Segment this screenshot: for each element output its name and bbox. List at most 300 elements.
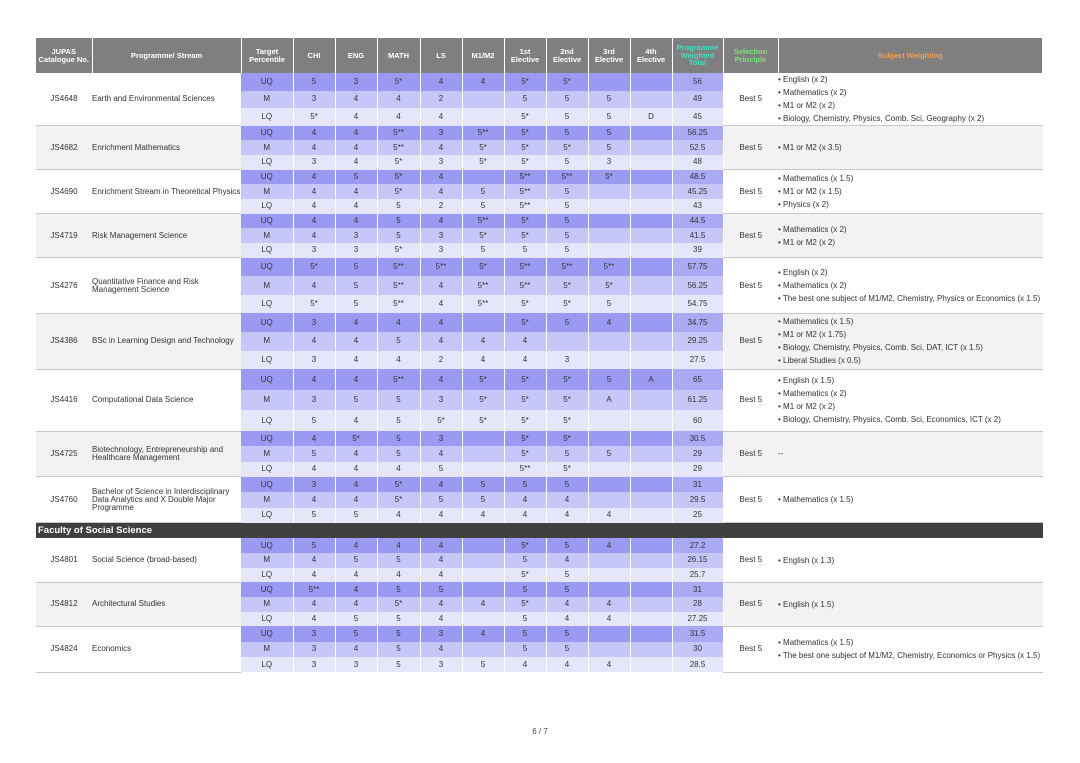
selection-principle: Best 5: [723, 477, 778, 523]
selection-principle: Best 5: [723, 73, 778, 126]
score-cell: [588, 214, 630, 229]
weighting-item: • The best one subject of M1/M2, Chemistry, Economics or Physics (x 1.5): [778, 651, 1041, 661]
subject-weighting: [778, 477, 1043, 523]
weighting-item: • Mathematics (x 1.5): [778, 638, 854, 648]
score-cell: 5*: [377, 477, 420, 492]
target-percentile: UQ: [241, 538, 293, 553]
score-cell: 4: [588, 612, 630, 627]
target-percentile: M: [241, 228, 293, 243]
target-percentile: UQ: [241, 170, 293, 185]
score-cell: 3: [293, 313, 335, 332]
score-cell: [588, 243, 630, 258]
score-cell: 5**: [377, 295, 420, 314]
score-cell: 5*: [504, 431, 546, 446]
weighting-item: • English (x 1.3): [778, 555, 835, 565]
score-cell: 4: [420, 538, 462, 553]
score-cell: 3: [293, 155, 335, 170]
target-percentile: LQ: [241, 568, 293, 583]
weighting-item: • Liberal Studies (x 0.5): [778, 356, 861, 366]
table-row: [36, 477, 1043, 492]
table-row: [36, 126, 1043, 141]
selection-principle: Best 5: [723, 258, 778, 314]
score-cell: [630, 462, 672, 477]
score-cell: 4: [293, 199, 335, 214]
score-cell: 5: [504, 642, 546, 657]
score-cell: [588, 477, 630, 492]
score-cell: 5: [377, 390, 420, 411]
score-cell: [462, 431, 504, 446]
score-cell: [462, 582, 504, 597]
score-cell: [462, 642, 504, 657]
score-cell: 4: [420, 597, 462, 612]
score-cell: [546, 332, 588, 351]
score-cell: 3: [293, 642, 335, 657]
weighted-total: 31.5: [672, 626, 723, 641]
catalogue-number: JS4801: [36, 538, 92, 582]
score-cell: 4: [504, 492, 546, 507]
weighting-item: • Biology, Chemistry, Physics, Comb. Sci, Economics, ICT (x 2): [778, 415, 1001, 425]
programme-group: [36, 431, 1043, 477]
score-cell: 5*: [546, 390, 588, 411]
score-cell: 5*: [504, 313, 546, 332]
target-percentile: UQ: [241, 582, 293, 597]
programme-group: [36, 582, 1043, 626]
weighted-total: 45.25: [672, 184, 723, 199]
score-cell: 5*: [504, 369, 546, 390]
target-percentile: LQ: [241, 351, 293, 370]
score-cell: 3: [546, 351, 588, 370]
score-cell: 4: [293, 431, 335, 446]
programme-name: Risk Management Science: [92, 214, 241, 258]
score-cell: 5: [546, 243, 588, 258]
weighted-total: 43: [672, 199, 723, 214]
score-cell: [630, 431, 672, 446]
score-cell: 3: [420, 626, 462, 641]
weighted-total: 48.5: [672, 170, 723, 185]
score-cell: 5*: [504, 214, 546, 229]
score-cell: 3: [293, 477, 335, 492]
score-cell: 5*: [546, 462, 588, 477]
score-cell: 5*: [504, 295, 546, 314]
score-cell: 5*: [504, 228, 546, 243]
score-cell: 5*: [504, 597, 546, 612]
score-cell: [630, 313, 672, 332]
score-cell: [630, 126, 672, 141]
score-cell: 4: [588, 657, 630, 672]
score-cell: 4: [293, 462, 335, 477]
score-cell: 5*: [546, 410, 588, 431]
weighting-item: • M1 or M2 (x 2): [778, 101, 836, 110]
score-cell: 4: [293, 140, 335, 155]
score-cell: 5*: [546, 276, 588, 295]
target-percentile: M: [241, 553, 293, 568]
score-cell: [588, 568, 630, 583]
target-percentile: LQ: [241, 508, 293, 523]
target-percentile: M: [241, 642, 293, 657]
score-cell: 4: [546, 597, 588, 612]
score-cell: 4: [377, 508, 420, 523]
score-cell: 4: [504, 508, 546, 523]
score-cell: 5: [377, 657, 420, 672]
programme-group: [36, 538, 1043, 582]
score-cell: [630, 657, 672, 672]
score-cell: 4: [293, 369, 335, 390]
score-cell: 5: [462, 199, 504, 214]
score-cell: 4: [293, 492, 335, 507]
score-cell: 3: [293, 243, 335, 258]
weighting-item: • M1 or M2 (x 1.5): [778, 187, 842, 197]
weighted-total: 48: [672, 155, 723, 170]
score-cell: 4: [420, 642, 462, 657]
score-cell: 5: [504, 91, 546, 109]
selection-principle: Best 5: [723, 126, 778, 170]
weighted-total: 41.5: [672, 228, 723, 243]
weighted-total: 28: [672, 597, 723, 612]
programme-name: Enrichment Stream in Theoretical Physics: [92, 170, 241, 214]
score-cell: 5: [377, 626, 420, 641]
score-cell: 5: [588, 369, 630, 390]
score-cell: 4: [420, 612, 462, 627]
subject-weighting: [778, 369, 1043, 431]
faculty-header-row: [36, 523, 1043, 539]
score-cell: 5**: [462, 276, 504, 295]
programme-group: [36, 126, 1043, 170]
subject-weighting: [778, 170, 1043, 214]
table-row: [36, 538, 1043, 553]
score-cell: 5: [462, 184, 504, 199]
score-cell: 4: [335, 410, 377, 431]
score-cell: 5: [546, 214, 588, 229]
target-percentile: UQ: [241, 626, 293, 641]
score-cell: A: [630, 369, 672, 390]
score-cell: 5: [462, 657, 504, 672]
score-cell: 5*: [462, 390, 504, 411]
score-cell: 5: [377, 332, 420, 351]
score-cell: 4: [335, 568, 377, 583]
score-cell: [588, 626, 630, 641]
score-cell: 5: [588, 295, 630, 314]
score-cell: 4: [335, 155, 377, 170]
score-cell: 4: [420, 295, 462, 314]
score-cell: 5: [377, 582, 420, 597]
target-percentile: UQ: [241, 431, 293, 446]
catalogue-number: JS4824: [36, 626, 92, 672]
score-cell: [588, 492, 630, 507]
score-cell: 5**: [377, 126, 420, 141]
weighted-total: 27.2: [672, 538, 723, 553]
score-cell: 5**: [546, 258, 588, 277]
score-cell: 5*: [546, 140, 588, 155]
score-cell: 5**: [420, 258, 462, 277]
header-elective-2: 2nd Elective: [546, 38, 588, 73]
score-cell: [462, 91, 504, 109]
score-cell: 4: [420, 140, 462, 155]
score-cell: 5: [420, 492, 462, 507]
score-cell: 5**: [377, 140, 420, 155]
table-row: [36, 170, 1043, 185]
score-cell: 4: [335, 199, 377, 214]
header-elective-3: 3rd Elective: [588, 38, 630, 73]
target-percentile: UQ: [241, 73, 293, 91]
score-cell: 5: [377, 431, 420, 446]
score-cell: [588, 351, 630, 370]
score-cell: 4: [588, 597, 630, 612]
header-chi: CHI: [293, 38, 335, 73]
score-cell: D: [630, 108, 672, 126]
score-cell: 5*: [377, 73, 420, 91]
target-percentile: UQ: [241, 369, 293, 390]
score-cell: 4: [335, 332, 377, 351]
programme-name: Social Science (broad-based): [92, 538, 241, 582]
weighted-total: 25.7: [672, 568, 723, 583]
score-cell: [630, 492, 672, 507]
weighting-item: • The best one subject of M1/M2, Chemistry, Physics or Economics (x 1.5): [778, 294, 1041, 304]
score-cell: 5*: [504, 446, 546, 461]
subject-weighting: [778, 313, 1043, 369]
score-cell: [462, 108, 504, 126]
score-cell: 4: [293, 612, 335, 627]
score-cell: 5**: [504, 184, 546, 199]
score-cell: [630, 508, 672, 523]
score-cell: 2: [420, 351, 462, 370]
score-cell: 4: [588, 508, 630, 523]
score-cell: 5**: [377, 369, 420, 390]
score-cell: 5**: [504, 199, 546, 214]
score-cell: 5: [293, 73, 335, 91]
score-cell: [462, 446, 504, 461]
score-cell: [588, 582, 630, 597]
header-ls: LS: [420, 38, 462, 73]
score-cell: 4: [462, 73, 504, 91]
weighted-total: 52.5: [672, 140, 723, 155]
weighted-total: 56.25: [672, 276, 723, 295]
score-cell: 5*: [377, 170, 420, 185]
score-cell: 4: [293, 276, 335, 295]
score-cell: [630, 538, 672, 553]
target-percentile: LQ: [241, 155, 293, 170]
score-cell: 5: [377, 642, 420, 657]
catalogue-number: JS4682: [36, 126, 92, 170]
score-cell: 5: [546, 477, 588, 492]
score-cell: 5: [377, 228, 420, 243]
score-cell: 5*: [462, 410, 504, 431]
catalogue-number: JS4276: [36, 258, 92, 314]
score-cell: 3: [420, 431, 462, 446]
score-cell: 5: [293, 508, 335, 523]
score-cell: 5: [293, 446, 335, 461]
score-cell: [630, 73, 672, 91]
weighting-item: --: [778, 449, 784, 459]
score-cell: 5: [293, 538, 335, 553]
score-cell: 4: [335, 108, 377, 126]
weighted-total: 31: [672, 582, 723, 597]
score-cell: 4: [377, 538, 420, 553]
score-cell: [630, 276, 672, 295]
score-cell: [630, 477, 672, 492]
score-cell: [462, 538, 504, 553]
score-cell: 4: [335, 538, 377, 553]
score-cell: 5*: [420, 410, 462, 431]
score-cell: 3: [420, 657, 462, 672]
score-cell: 4: [293, 568, 335, 583]
programme-name: Earth and Environmental Sciences: [92, 73, 241, 126]
score-cell: 5*: [546, 295, 588, 314]
score-cell: 4: [420, 214, 462, 229]
weighted-total: 29.5: [672, 492, 723, 507]
score-cell: 5: [335, 626, 377, 641]
score-cell: 5*: [377, 243, 420, 258]
score-cell: 5: [335, 258, 377, 277]
score-cell: 5*: [504, 390, 546, 411]
table-row: [36, 369, 1043, 390]
score-cell: 4: [588, 538, 630, 553]
score-cell: 3: [293, 351, 335, 370]
weighted-total: 61.25: [672, 390, 723, 411]
score-cell: 4: [335, 126, 377, 141]
score-cell: 5**: [462, 126, 504, 141]
score-cell: 3: [588, 155, 630, 170]
score-cell: [588, 332, 630, 351]
weighted-total: 30: [672, 642, 723, 657]
selection-principle: Best 5: [723, 538, 778, 582]
weighted-total: 39: [672, 243, 723, 258]
weighting-item: • Mathematics (x 1.5): [778, 317, 854, 327]
selection-principle: Best 5: [723, 313, 778, 369]
programme-name: Architectural Studies: [92, 582, 241, 626]
score-cell: 4: [504, 657, 546, 672]
score-cell: 4: [462, 626, 504, 641]
score-cell: 4: [546, 657, 588, 672]
header-target: Target Percentile: [241, 38, 293, 73]
weighted-total: 31: [672, 477, 723, 492]
weighted-total: 56.25: [672, 126, 723, 141]
score-cell: [462, 462, 504, 477]
score-cell: 5: [588, 91, 630, 109]
weighting-item: • Mathematics (x 1.5): [778, 495, 854, 505]
score-cell: 3: [420, 155, 462, 170]
score-cell: [588, 184, 630, 199]
score-cell: [630, 91, 672, 109]
score-cell: 5: [588, 140, 630, 155]
selection-principle: Best 5: [723, 170, 778, 214]
programme-group: [36, 258, 1043, 314]
programme-name: Biotechnology, Entrepreneurship and Healthcare Management: [92, 431, 241, 477]
weighted-total: 44.5: [672, 214, 723, 229]
table-row: [36, 582, 1043, 597]
score-cell: 5: [546, 228, 588, 243]
score-cell: [630, 612, 672, 627]
score-cell: 4: [462, 332, 504, 351]
score-cell: [630, 410, 672, 431]
selection-principle: Best 5: [723, 582, 778, 626]
score-cell: 4: [546, 508, 588, 523]
score-cell: 5*: [504, 155, 546, 170]
score-cell: [630, 332, 672, 351]
weighted-total: 65: [672, 369, 723, 390]
score-cell: 4: [293, 228, 335, 243]
score-cell: 5: [504, 477, 546, 492]
target-percentile: M: [241, 276, 293, 295]
score-cell: 5**: [293, 582, 335, 597]
weighted-total: 60: [672, 410, 723, 431]
subject-weighting: [778, 73, 1043, 126]
score-cell: 4: [293, 214, 335, 229]
page-number: 6 / 7: [532, 727, 548, 736]
score-cell: 4: [377, 313, 420, 332]
subject-weighting: [778, 214, 1043, 258]
weighted-total: 27.25: [672, 612, 723, 627]
score-cell: 4: [546, 612, 588, 627]
score-cell: 3: [420, 228, 462, 243]
score-cell: 4: [335, 91, 377, 109]
score-cell: 4: [335, 313, 377, 332]
score-cell: 3: [420, 243, 462, 258]
weighting-item: • M1 or M2 (x 3.5): [778, 143, 842, 153]
selection-principle: Best 5: [723, 626, 778, 672]
score-cell: 5: [377, 410, 420, 431]
score-cell: 5**: [462, 214, 504, 229]
score-cell: [630, 568, 672, 583]
weighting-item: • Mathematics (x 2): [778, 281, 847, 291]
score-cell: 5*: [504, 108, 546, 126]
score-cell: 5: [504, 582, 546, 597]
catalogue-number: JS4760: [36, 477, 92, 523]
score-cell: A: [588, 390, 630, 411]
score-cell: 5: [420, 582, 462, 597]
programme-group: [36, 626, 1043, 672]
score-cell: 3: [335, 228, 377, 243]
score-cell: 4: [293, 170, 335, 185]
score-cell: [630, 199, 672, 214]
target-percentile: LQ: [241, 657, 293, 672]
score-cell: [462, 553, 504, 568]
score-cell: 4: [377, 568, 420, 583]
selection-principle: Best 5: [723, 431, 778, 477]
programme-group: [36, 170, 1043, 214]
score-cell: 5*: [504, 140, 546, 155]
score-cell: 5: [546, 642, 588, 657]
admission-scores-table: [36, 38, 1043, 673]
score-cell: [630, 390, 672, 411]
score-cell: 5*: [462, 369, 504, 390]
weighting-item: • Biology, Chemistry, Physics, Comb. Sci, DAT, ICT (x 1.5): [778, 343, 983, 353]
score-cell: 5*: [462, 155, 504, 170]
score-cell: 4: [293, 553, 335, 568]
score-cell: 5: [335, 390, 377, 411]
score-cell: 4: [420, 276, 462, 295]
score-cell: 5*: [504, 73, 546, 91]
weighted-total: 29: [672, 462, 723, 477]
score-cell: 5: [546, 582, 588, 597]
score-cell: 4: [335, 462, 377, 477]
score-cell: 4: [420, 446, 462, 461]
programme-group: [36, 477, 1043, 523]
score-cell: 3: [293, 390, 335, 411]
score-cell: 5: [335, 612, 377, 627]
score-cell: 4: [293, 126, 335, 141]
target-percentile: LQ: [241, 612, 293, 627]
weighting-item: • Biology, Chemistry, Physics, Comb. Sci, Geography (x 2): [778, 114, 985, 123]
score-cell: 3: [420, 390, 462, 411]
weighting-item: • English (x 1.5): [778, 376, 835, 386]
target-percentile: M: [241, 390, 293, 411]
score-cell: 4: [546, 553, 588, 568]
score-cell: [630, 228, 672, 243]
score-cell: [588, 228, 630, 243]
score-cell: 5**: [588, 258, 630, 277]
header-programme: Programme/ Stream: [92, 38, 241, 73]
score-cell: 5: [546, 199, 588, 214]
